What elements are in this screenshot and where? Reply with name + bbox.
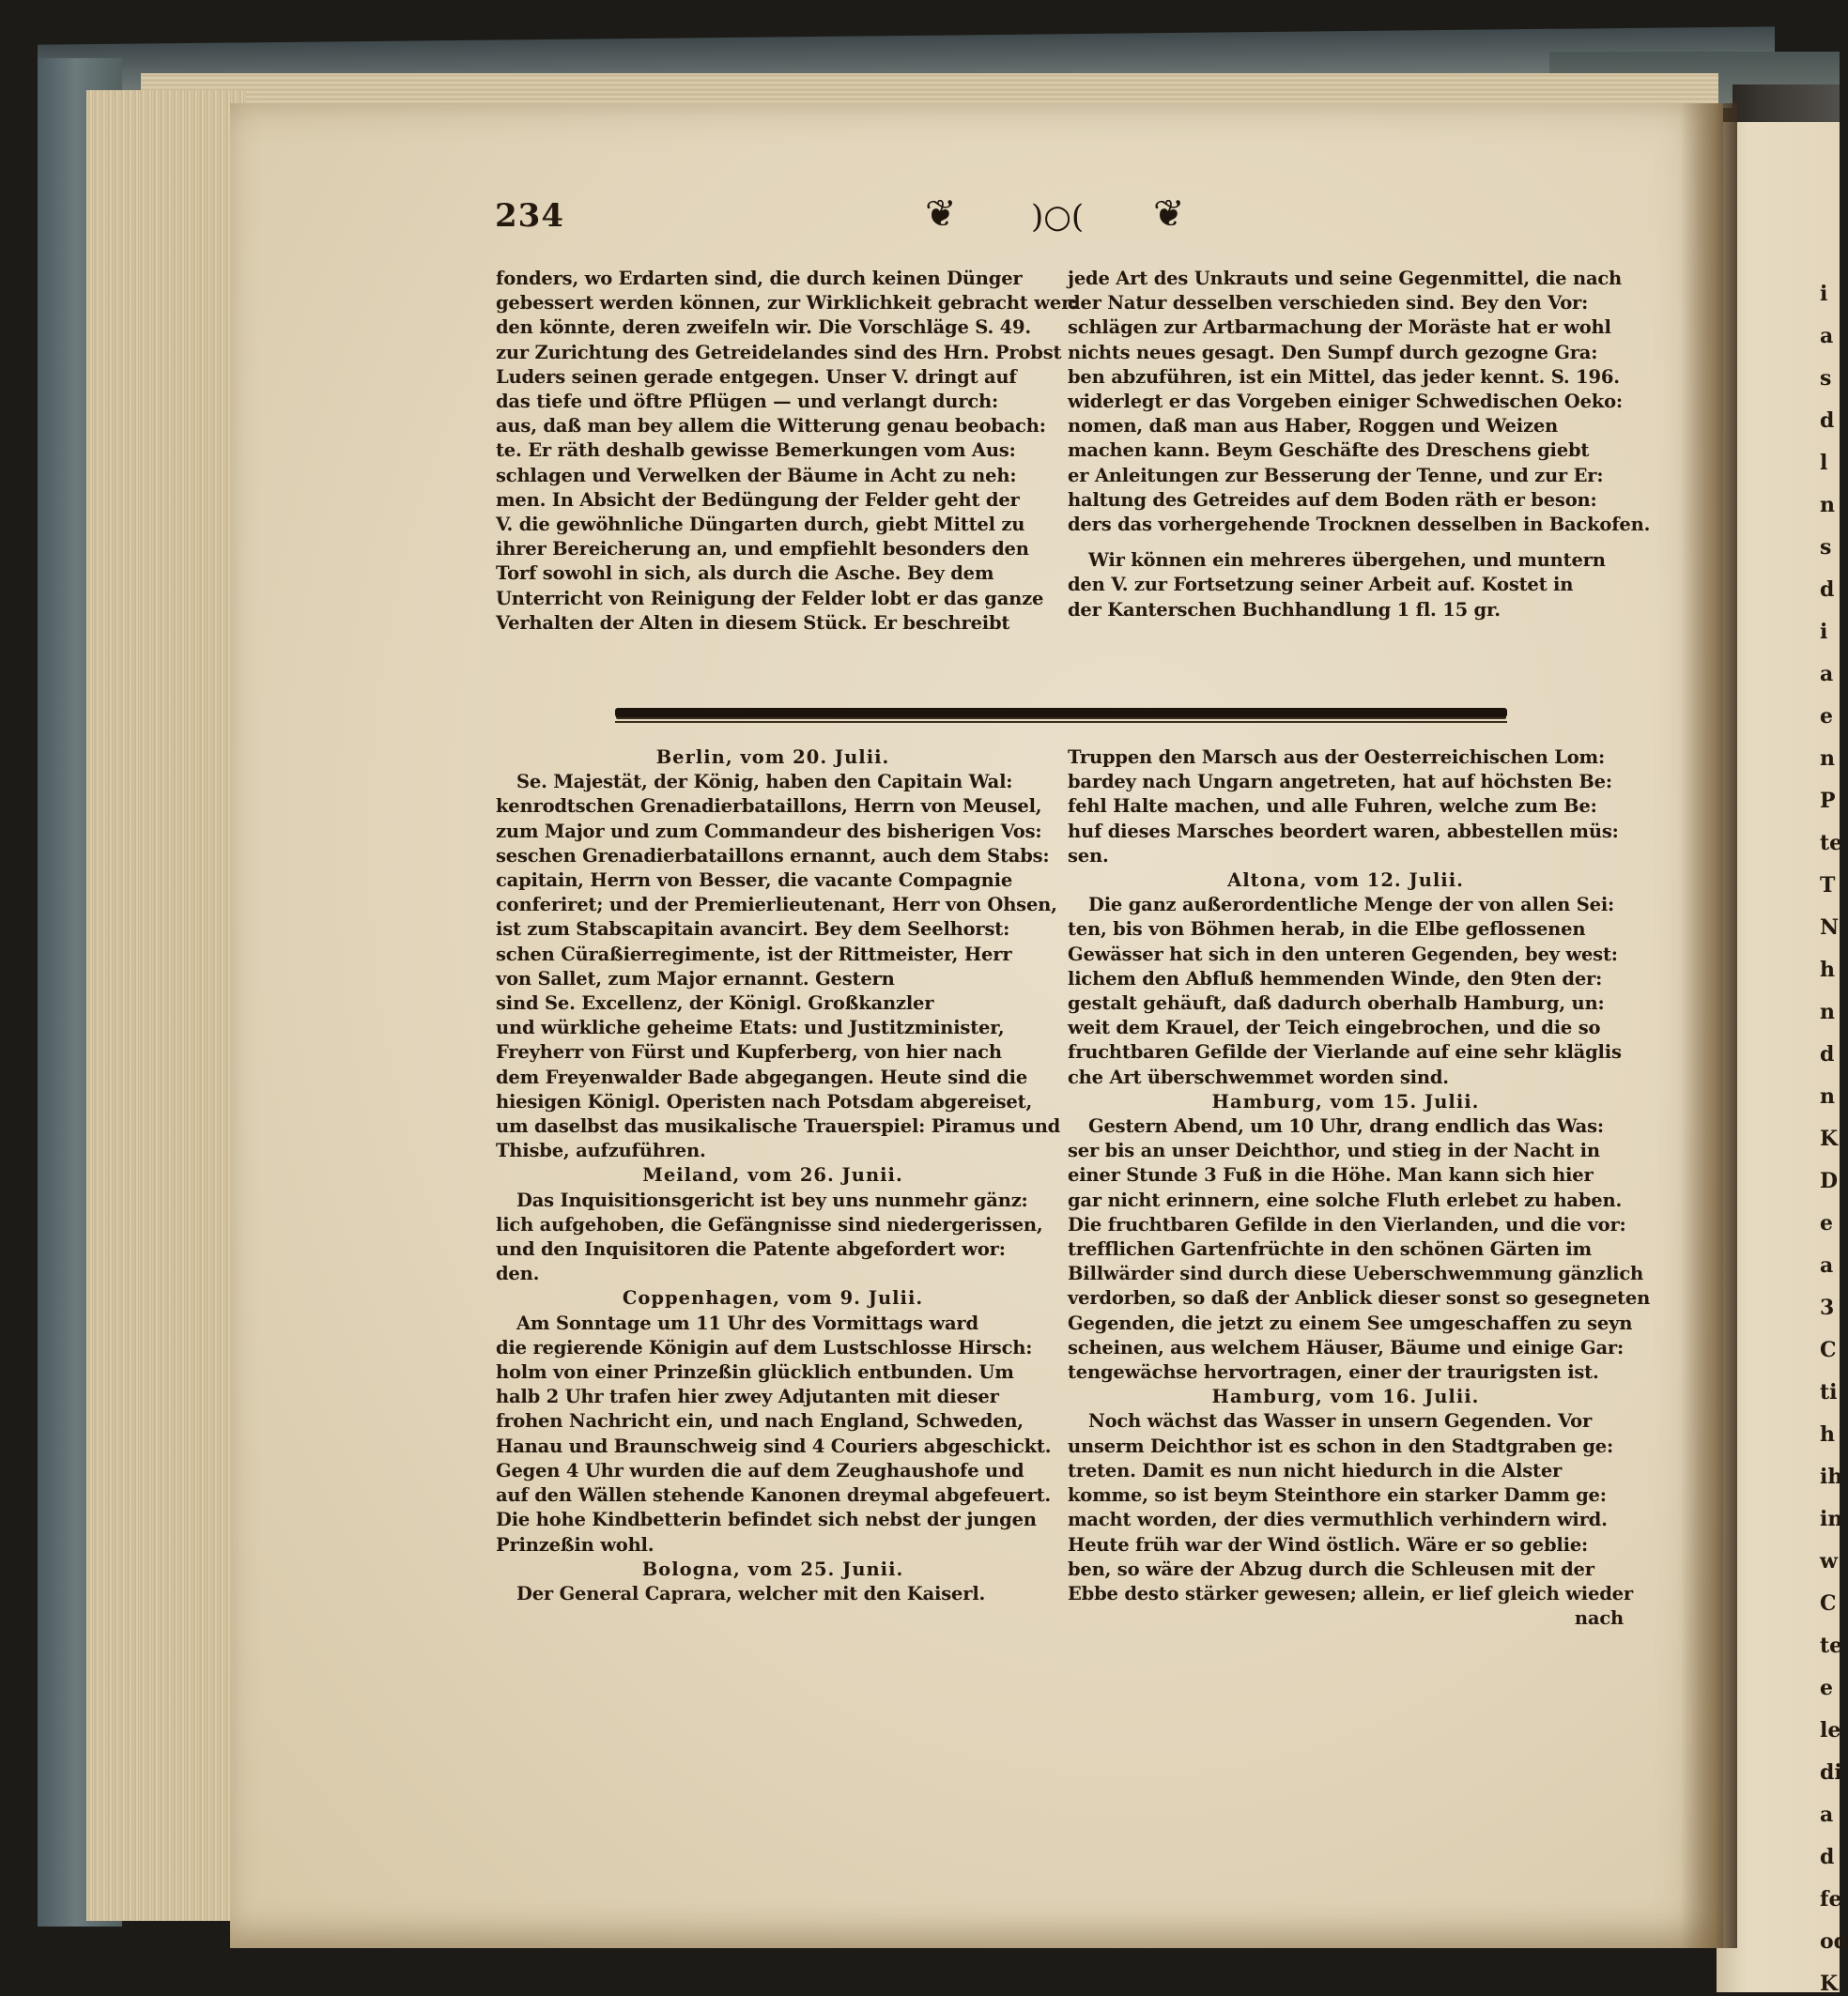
text-line: auf den Wällen stehende Kanonen dreymal abgefeuert.: [496, 1484, 1051, 1507]
text-line: Gegenden, die jetzt zu einem See umgeschaffen zu seyn: [1068, 1312, 1633, 1334]
news-column-right: [1068, 745, 1651, 1631]
text-line: widerlegt er das Vorgeben einiger Schwedischen Oeko:: [1068, 391, 1623, 413]
dateline-heading: Altona, vom 12. Julii.: [1227, 869, 1464, 892]
facing-page-fragment: in: [1820, 1507, 1843, 1531]
facing-page-fragment: P: [1820, 789, 1836, 813]
text-line: frohen Nachricht ein, und nach England, Schweden,: [496, 1410, 1024, 1433]
paragraph-gap: [1068, 537, 1624, 548]
text-line: V. die gewöhnliche Düngarten durch, giebt Mittel zu: [496, 514, 1025, 536]
text-line: nichts neues gesagt. Den Sumpf durch gezogne Gra:: [1068, 341, 1598, 363]
section-divider: [615, 708, 1507, 717]
text-line: nomen, daß man aus Haber, Roggen und Weizen: [1068, 415, 1559, 438]
text-line: Der General Caprara, welcher mit den Kaiserl.: [516, 1582, 986, 1604]
text-line: Se. Majestät, der König, haben den Capitain Wal:: [516, 771, 1013, 793]
text-line: die regierende Königin auf dem Lustschlosse Hirsch:: [496, 1336, 1033, 1359]
facing-page-fragment: e: [1820, 1676, 1833, 1700]
facing-page-fragment: e: [1820, 1211, 1833, 1236]
facing-page-fragment: i: [1820, 620, 1828, 644]
text-line: Die hohe Kindbetterin befindet sich nebst der jungen: [496, 1509, 1037, 1531]
text-line: Luders seinen gerade entgegen. Unser V. dringt auf: [496, 365, 1017, 388]
facing-page-fragment: T: [1820, 873, 1836, 898]
text-line: lichem den Abfluß hemmenden Winde, den 9ten der:: [1068, 967, 1603, 990]
text-line: halb 2 Uhr trafen hier zwey Adjutanten mit dieser: [496, 1386, 999, 1408]
text-line: che Art überschwemmet worden sind.: [1068, 1066, 1449, 1088]
facing-page-fragment: d: [1820, 1845, 1835, 1869]
text-line: komme, so ist beym Steinthore ein starker Damm ge:: [1068, 1484, 1607, 1507]
dateline-heading: Hamburg, vom 15. Julii.: [1211, 1090, 1480, 1113]
text-line: hiesigen Königl. Operisten nach Potsdam abgereiset,: [496, 1090, 1033, 1113]
text-line: Gestern Abend, um 10 Uhr, drang endlich das Was:: [1088, 1115, 1604, 1138]
text-line: sind Se. Excellenz, der Königl. Großkanzler: [496, 992, 934, 1015]
review-column-right: [1068, 267, 1651, 622]
facing-page-fragment: od: [1820, 1929, 1848, 1954]
text-line: conferiret; und der Premierlieutenant, Herr von Ohsen,: [496, 894, 1057, 916]
text-line: von Sallet, zum Major ernannt. Gestern: [496, 967, 895, 990]
text-line: zum Major und zum Commandeur des bisherigen Vos:: [496, 820, 1042, 842]
text-line: Noch wächst das Wasser in unsern Gegenden. Vor: [1088, 1410, 1593, 1433]
text-line: ser bis an unser Deichthor, und stieg in der Nacht in: [1068, 1140, 1600, 1162]
facing-page-fragment: a: [1820, 1803, 1834, 1827]
text-line: schen Cüraßierregimente, ist der Rittmeister, Herr: [496, 943, 1012, 965]
text-line: Das Inquisitionsgericht ist bey uns nunmehr gänz:: [516, 1189, 1028, 1211]
text-line: ben, so wäre der Abzug durch die Schleusen mit der: [1068, 1558, 1594, 1580]
page-gutter-shadow: [1681, 103, 1737, 1948]
text-line: Verhalten der Alten in diesem Stück. Er beschreibt: [496, 611, 1010, 634]
text-line: Freyherr von Fürst und Kupferberg, von hier nach: [496, 1041, 1002, 1064]
text-line: ihrer Bereicherung an, und empfiehlt besonders den: [496, 538, 1029, 560]
facing-page-fragment: s: [1820, 366, 1832, 391]
facing-page-fragment: n: [1820, 493, 1835, 517]
text-line: macht worden, der dies vermuthlich verhindern wird.: [1068, 1509, 1608, 1531]
ornament-right-icon: ❦: [1153, 192, 1185, 236]
facing-page-fragment: n: [1820, 746, 1835, 771]
text-line: den.: [496, 1263, 540, 1285]
text-line: te. Er räth deshalb gewisse Bemerkungen vom Aus:: [496, 439, 1016, 462]
text-line: Gewässer hat sich in den unteren Gegenden, bey west:: [1068, 943, 1618, 965]
text-line: Die fruchtbaren Gefilde in den Vierlanden, und die vor:: [1068, 1213, 1626, 1236]
text-line: scheinen, aus welchem Häuser, Bäume und einige Gar:: [1068, 1336, 1624, 1359]
text-line: kenrodtschen Grenadierbataillons, Herrn von Meusel,: [496, 795, 1042, 818]
text-line: tengewächse hervortragen, einer der traurigsten ist.: [1068, 1361, 1599, 1384]
text-line: ten, bis von Böhmen herab, in die Elbe geflossenen: [1068, 918, 1586, 941]
text-line: weit dem Krauel, der Teich eingebrochen, und die so: [1068, 1017, 1601, 1039]
text-line: schlägen zur Artbarmachung der Moräste hat er wohl: [1068, 316, 1611, 339]
text-line: trefflichen Gartenfrüchte in den schönen Gärten im: [1068, 1238, 1592, 1261]
facing-page-fragment: h: [1820, 958, 1835, 982]
facing-page-fragment: w: [1820, 1549, 1838, 1574]
section-divider-thin: [615, 721, 1507, 723]
text-line: der Natur desselben verschieden sind. Bey den Vor:: [1068, 292, 1589, 315]
text-line: er Anleitungen zur Besserung der Tenne, und zur Er:: [1068, 464, 1604, 486]
text-line: ist zum Stabscapitain avancirt. Bey dem Seelhorst:: [496, 918, 1010, 941]
text-line: gebessert werden können, zur Wirklichkeit gebracht wer:: [496, 292, 1078, 315]
text-line: Ebbe desto stärker gewesen; allein, er lief gleich wieder: [1068, 1582, 1633, 1604]
text-line: den könnte, deren zweifeln wir. Die Vorschläge S. 49.: [496, 316, 1031, 339]
facing-page-fragment: le: [1820, 1718, 1841, 1743]
text-line: Wir können ein mehreres übergehen, und muntern: [1088, 549, 1606, 572]
text-line: verdorben, so daß der Anblick dieser sonst so gesegneten: [1068, 1287, 1651, 1310]
dateline-heading: Meiland, vom 26. Junii.: [642, 1164, 903, 1187]
text-line: und den Inquisitoren die Patente abgefordert wor:: [496, 1238, 1006, 1261]
facing-page-fragment: 3: [1820, 1296, 1835, 1320]
facing-page-fragment: ti: [1820, 1380, 1838, 1405]
text-line: sen.: [1068, 844, 1109, 867]
text-line: zur Zurichtung des Getreidelandes sind des Hrn. Probst: [496, 341, 1062, 363]
text-line: holm von einer Prinzeßin glücklich entbunden. Um: [496, 1361, 1014, 1384]
text-line: ben abzuführen, ist ein Mittel, das jeder kennt. S. 196.: [1068, 365, 1620, 388]
text-line: fehl Halte machen, und alle Fuhren, welche zum Be:: [1068, 795, 1597, 818]
text-line: dem Freyenwalder Bade abgegangen. Heute sind die: [496, 1066, 1028, 1088]
facing-page-fragment: s: [1820, 535, 1832, 560]
review-column-left: [496, 267, 1078, 636]
facing-page-fragment: K: [1820, 1972, 1839, 1996]
text-line: aus, daß man bey allem die Witterung genau beobach:: [496, 415, 1046, 438]
facing-page-fragment: i: [1820, 282, 1828, 306]
page-edges-left: [86, 90, 246, 1921]
dateline-heading: Berlin, vom 20. Julii.: [655, 746, 890, 768]
facing-page-fragment: te: [1820, 831, 1843, 855]
text-line: schlagen und Verwelken der Bäume in Acht zu neh:: [496, 464, 1017, 486]
facing-page-fragment: te: [1820, 1634, 1843, 1658]
text-line: Thisbe, aufzuführen.: [496, 1140, 706, 1162]
text-line: Gegen 4 Uhr wurden die auf dem Zeughaushofe und: [496, 1459, 1024, 1482]
text-line: gestalt gehäuft, daß dadurch oberhalb Hamburg, un:: [1068, 992, 1605, 1015]
text-line: Truppen den Marsch aus der Oesterreichischen Lom:: [1068, 746, 1605, 768]
facing-page-fragment: d: [1820, 408, 1835, 433]
ornament-middle-icon: )○(: [1031, 198, 1085, 236]
page-number: 234: [495, 197, 564, 235]
facing-page-fragment: a: [1820, 662, 1834, 686]
facing-page-fragment: h: [1820, 1422, 1835, 1447]
text-line: unserm Deichthor ist es schon in den Stadtgraben ge:: [1068, 1435, 1613, 1457]
text-line: der Kanterschen Buchhandlung 1 fl. 15 gr.: [1068, 598, 1501, 621]
text-line: seschen Grenadierbataillons ernannt, auch dem Stabs:: [496, 844, 1050, 867]
text-line: haltung des Getreides auf dem Boden räth er beson:: [1068, 488, 1597, 511]
text-line: bardey nach Ungarn angetreten, hat auf höchsten Be:: [1068, 771, 1612, 793]
ornament-left-icon: ❦: [925, 192, 957, 236]
facing-page-fragment: C: [1820, 1338, 1837, 1362]
facing-page-fragment: D: [1820, 1169, 1839, 1193]
catchword: nach: [1574, 1607, 1624, 1630]
dateline-heading: Coppenhagen, vom 9. Julii.: [622, 1287, 924, 1310]
facing-page-fragment: a: [1820, 324, 1834, 348]
text-line: machen kann. Beym Geschäfte des Dreschens giebt: [1068, 439, 1590, 462]
dateline-heading: Bologna, vom 25. Junii.: [641, 1558, 904, 1580]
facing-page-fragment: n: [1820, 1084, 1835, 1109]
text-line: Torf sowohl in sich, als durch die Asche. Bey dem: [496, 562, 994, 585]
text-line: capitain, Herrn von Besser, die vacante Compagnie: [496, 869, 1013, 892]
text-line: men. In Absicht der Bedüngung der Felder geht der: [496, 488, 1020, 511]
text-line: treten. Damit es nun nicht hiedurch in die Alster: [1068, 1459, 1563, 1482]
text-line: fonders, wo Erdarten sind, die durch keinen Dünger: [496, 268, 1023, 289]
text-line: und würkliche geheime Etats: und Justitzminister,: [496, 1017, 1005, 1039]
text-line: Heute früh war der Wind östlich. Wäre er so geblie:: [1068, 1533, 1589, 1556]
text-line: huf dieses Marsches beordert waren, abbestellen müs:: [1068, 820, 1619, 842]
text-line: um daselbst das musikalische Trauerspiel: Piramus und: [496, 1115, 1061, 1138]
text-line: fruchtbaren Gefilde der Vierlande auf eine sehr kläglis: [1068, 1041, 1622, 1064]
facing-page-fragment: N: [1820, 915, 1840, 940]
facing-page-fragment: e: [1820, 704, 1833, 729]
dateline-heading: Hamburg, vom 16. Julii.: [1211, 1386, 1480, 1408]
facing-page-fragment: K: [1820, 1127, 1839, 1151]
facing-page-fragment: d: [1820, 577, 1835, 602]
text-line: jede Art des Unkrauts und seine Gegenmittel, die nach: [1068, 268, 1623, 289]
news-column-left: [496, 745, 1061, 1606]
facing-page-fragment: a: [1820, 1253, 1834, 1278]
text-line: Hanau und Braunschweig sind 4 Couriers abgeschickt.: [496, 1435, 1052, 1457]
text-line: das tiefe und öftre Pflügen — und verlangt durch:: [496, 391, 999, 413]
text-line: Am Sonntage um 11 Uhr des Vormittags ward: [516, 1312, 978, 1334]
text-line: Die ganz außerordentliche Menge der von allen Sei:: [1088, 894, 1615, 916]
text-line: Prinzeßin wohl.: [496, 1533, 654, 1556]
text-line: ders das vorhergehende Trocknen desselben in Backofen.: [1068, 514, 1651, 536]
facing-page-fragment: fe: [1820, 1887, 1842, 1912]
facing-page-fragment: n: [1820, 1000, 1835, 1024]
text-line: gar nicht erinnern, eine solche Fluth erlebet zu haben.: [1068, 1189, 1623, 1211]
facing-page-fragment: C: [1820, 1591, 1837, 1616]
text-line: Unterricht von Reinigung der Felder lobt er das ganze: [496, 587, 1044, 609]
text-line: einer Stunde 3 Fuß in die Höhe. Man kann sich hier: [1068, 1164, 1594, 1187]
facing-page-fragment: d: [1820, 1042, 1835, 1067]
text-line: Billwärder sind durch diese Ueberschwemmung gänzlich: [1068, 1263, 1644, 1285]
text-line: den V. zur Fortsetzung seiner Arbeit auf. Kostet in: [1068, 574, 1574, 596]
facing-page-fragment: di: [1820, 1760, 1842, 1785]
facing-page-fragment: l: [1820, 451, 1828, 475]
facing-page-fragment: ih: [1820, 1465, 1843, 1489]
text-line: lich aufgehoben, die Gefängnisse sind niedergerissen,: [496, 1213, 1043, 1236]
